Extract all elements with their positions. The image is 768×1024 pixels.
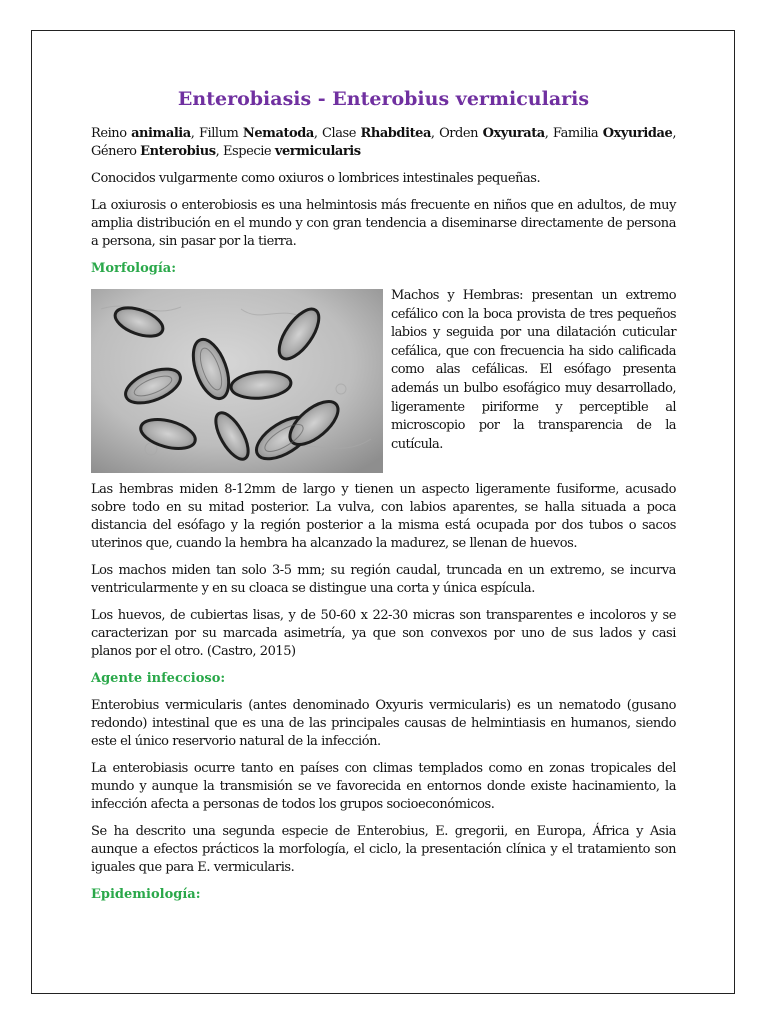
- taxonomy-paragraph: [91, 125, 676, 161]
- taxon-name: Nematoda: [242, 126, 314, 141]
- document-body: [91, 86, 676, 913]
- taxon-rank-label: , Fillum: [190, 126, 243, 141]
- taxon-rank-label: , Clase: [313, 126, 361, 141]
- morfologia-heading: Morfología:: [91, 261, 177, 276]
- taxon-name: Oxyurata: [482, 126, 545, 141]
- morfologia-figure-caption: [391, 287, 676, 473]
- taxon-rank-label: , Género: [91, 126, 676, 159]
- document-title: Enterobiasis - Enterobius vermicularis: [177, 88, 590, 110]
- intro-paragraph-2: La oxiurosis o enterobiosis es una helmintosis más frecuente en niños que en adultos, de muy amplia distribución en el mundo y con gran tendencia a diseminarse directamente de persona a persona, sin pasar por la tierra.: [91, 198, 676, 249]
- taxon-name: Enterobius: [140, 144, 216, 159]
- agente-paragraph-1: Enterobius vermicularis (antes denominado Oxyuris vermicularis) es un nematodo (gusano redondo) intestinal que es una de las principales causas de helmintiasis en humanos, siendo este el único reservorio natural de la infección.: [91, 698, 676, 749]
- epidemiologia-heading: Epidemiología:: [91, 887, 201, 902]
- morfologia-paragraph-2: Los machos miden tan solo 3-5 mm; su región caudal, truncada en un extremo, se incurva ventricularmente y en su cloaca se distingue una corta y única espícula.: [91, 563, 676, 596]
- morfologia-figure-row: [91, 287, 676, 473]
- taxon-name: Oxyuridae: [602, 126, 673, 141]
- intro-paragraph-1: Conocidos vulgarmente como oxiuros o lombrices intestinales pequeñas.: [91, 171, 541, 186]
- taxon-rank-label: , Orden: [430, 126, 483, 141]
- agente-paragraph-2: La enterobiasis ocurre tanto en países con climas templados como en zonas tropicales del mundo y aunque la transmisión se ve favorecida en entornos donde existe hacinamiento, la infección afecta a personas de todos los grupos socioeconómicos.: [91, 761, 676, 812]
- taxon-name: Rhabditea: [360, 126, 431, 141]
- pinworm-eggs-micrograph: [91, 289, 383, 473]
- taxon-rank-label: Reino: [91, 126, 132, 141]
- taxon-name: animalia: [131, 126, 191, 141]
- agente-paragraph-3: Se ha descrito una segunda especie de Enterobius, E. gregorii, en Europa, África y Asia aunque a efectos prácticos la morfología, el ciclo, la presentación clínica y el tratamiento son iguales que para E. vermicularis.: [91, 824, 676, 875]
- taxon-rank-label: , Familia: [544, 126, 603, 141]
- agente-heading: Agente infeccioso:: [91, 671, 226, 686]
- figure-side-paragraph: Machos y Hembras: presentan un extremo cefálico con la boca provista de tres pequeños labios y seguida por una dilatación cuticular cefálica, que con frecuencia ha sido calificada como alas cefálicas. El esófago presenta además un bulbo esofágico muy desarrollado, ligeramente piriforme y perceptible al microscopio por la transparencia de la cutícula.: [391, 288, 676, 452]
- morfologia-paragraph-3: Los huevos, de cubiertas lisas, y de 50-60 x 22-30 micras son transparentes e incoloros y se caracterizan por su marcada asimetría, ya que son convexos por uno de sus lados y casi planos por el otro. (Castro, 2015): [91, 608, 676, 659]
- taxon-name: vermicularis: [274, 144, 361, 159]
- taxon-rank-label: , Especie: [215, 144, 275, 159]
- morfologia-paragraph-1: Las hembras miden 8-12mm de largo y tienen un aspecto ligeramente fusiforme, acusado sobre todo en su mitad posterior. La vulva, con labios aparentes, se halla situada a poca distancia del esófago y la región posterior a la misma está ocupada por dos tubos o sacos uterinos que, cuando la hembra ha alcanzado la madurez, se llenan de huevos.: [91, 482, 676, 551]
